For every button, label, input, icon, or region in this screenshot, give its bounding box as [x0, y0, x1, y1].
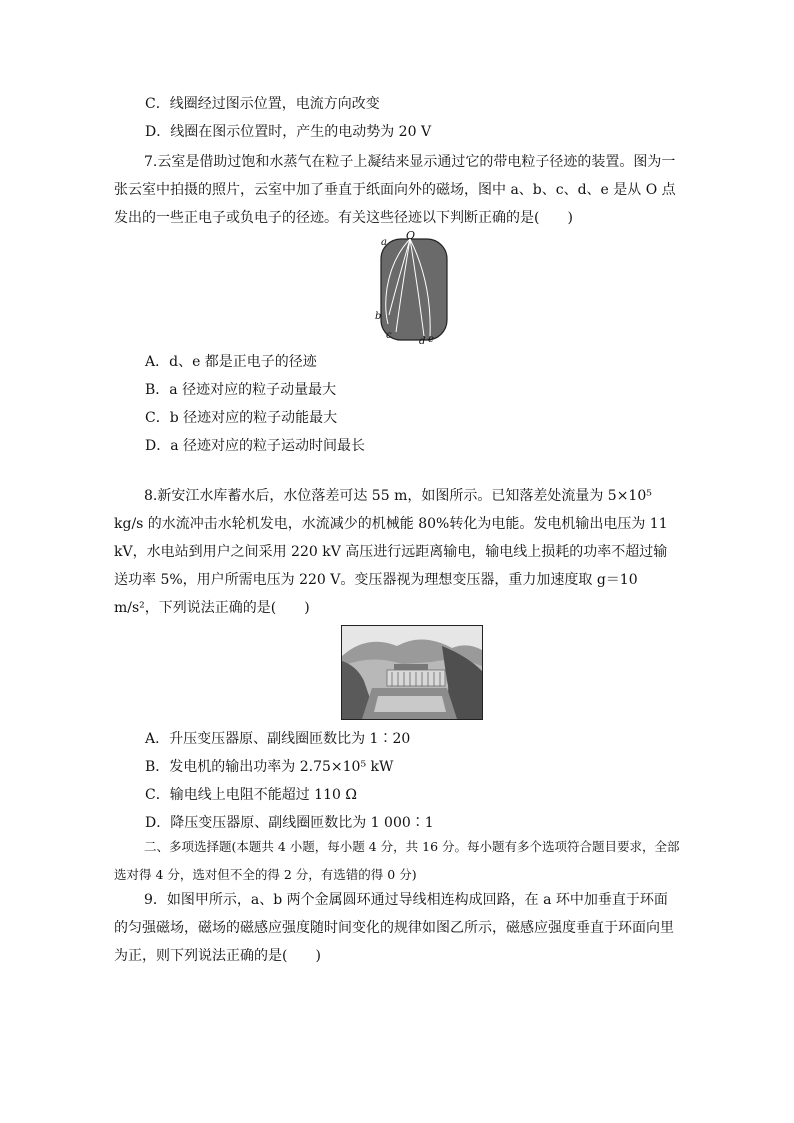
cloud-chamber-figure — [372, 228, 462, 348]
label-d: d — [419, 336, 426, 347]
label-c: c — [386, 330, 392, 341]
q9-stem: 9．如图甲所示，a、b 两个金属圆环通过导线相连构成回路，在 a 环中加垂直于环面的匀强磁场，磁场的磁感应强度随时间变化的规律如图乙所示，磁感应强度垂直于环面向里为正，则下列说法正确的是( ) — [114, 892, 674, 964]
q7-option-a: A．d、e 都是正电子的径迹 — [145, 354, 317, 370]
q8-option-a: A．升压变压器原、副线圈匝数比为 1∶20 — [145, 731, 411, 747]
q8-option-d: D．降压变压器原、副线圈匝数比为 1 000∶1 — [145, 815, 434, 831]
reservoir-dam-photo — [341, 625, 483, 720]
q8-option-b: B．发电机的输出功率为 2.75×10⁵ kW — [145, 759, 394, 775]
label-a: a — [381, 237, 387, 248]
label-e: e — [428, 334, 434, 345]
q6-option-c: C．线圈经过图示位置，电流方向改变 — [145, 96, 380, 112]
cloud-chamber-body — [381, 239, 447, 340]
q7-option-c: C．b 径迹对应的粒子动能最大 — [145, 410, 338, 426]
q7-stem: 7.云室是借助过饱和水蒸气在粒子上凝结来显示通过它的带电粒子径迹的装置。图为一张云室中拍摄的照片，云室中加了垂直于纸面向外的磁场，图中 a、b、c、d、e 是从 O 点发出的一些正电子或负电子的径迹。有关这些径迹以下判断正确的是( ) — [114, 154, 676, 226]
q7-option-b: B．a 径迹对应的粒子动量最大 — [145, 382, 337, 398]
q6-option-d: D．线圈在图示位置时，产生的电动势为 20 V — [145, 124, 432, 140]
q8-option-c: C．输电线上电阻不能超过 110 Ω — [145, 787, 357, 803]
label-o: O — [406, 229, 416, 242]
q7-option-d: D．a 径迹对应的粒子运动时间最长 — [145, 438, 366, 454]
label-b: b — [375, 311, 382, 322]
section-multiple-choice-heading: 二、多项选择题(本题共 4 小题，每小题 4 分，共 16 分。每小题有多个选项符合题目要求，全部选对得 4 分，选对但不全的得 2 分，有选错的得 0 分) — [114, 839, 680, 882]
q8-stem: 8.新安江水库蓄水后，水位落差可达 55 m，如图所示。已知落差处流量为 5×10⁵ kg/s 的水流冲击水轮机发电，水流减少的机械能 80%转化为电能。发电机输出电压为 11 kV，水电站到用户之间采用 220 kV 高压进行远距离输电，输电线上损耗的功率不超过输送功率 5%，用户所需电压为 220 V。变压器视为理想变压器，重力加速度取 g＝10 m/s²，下列说法正确的是( ) — [114, 488, 668, 616]
